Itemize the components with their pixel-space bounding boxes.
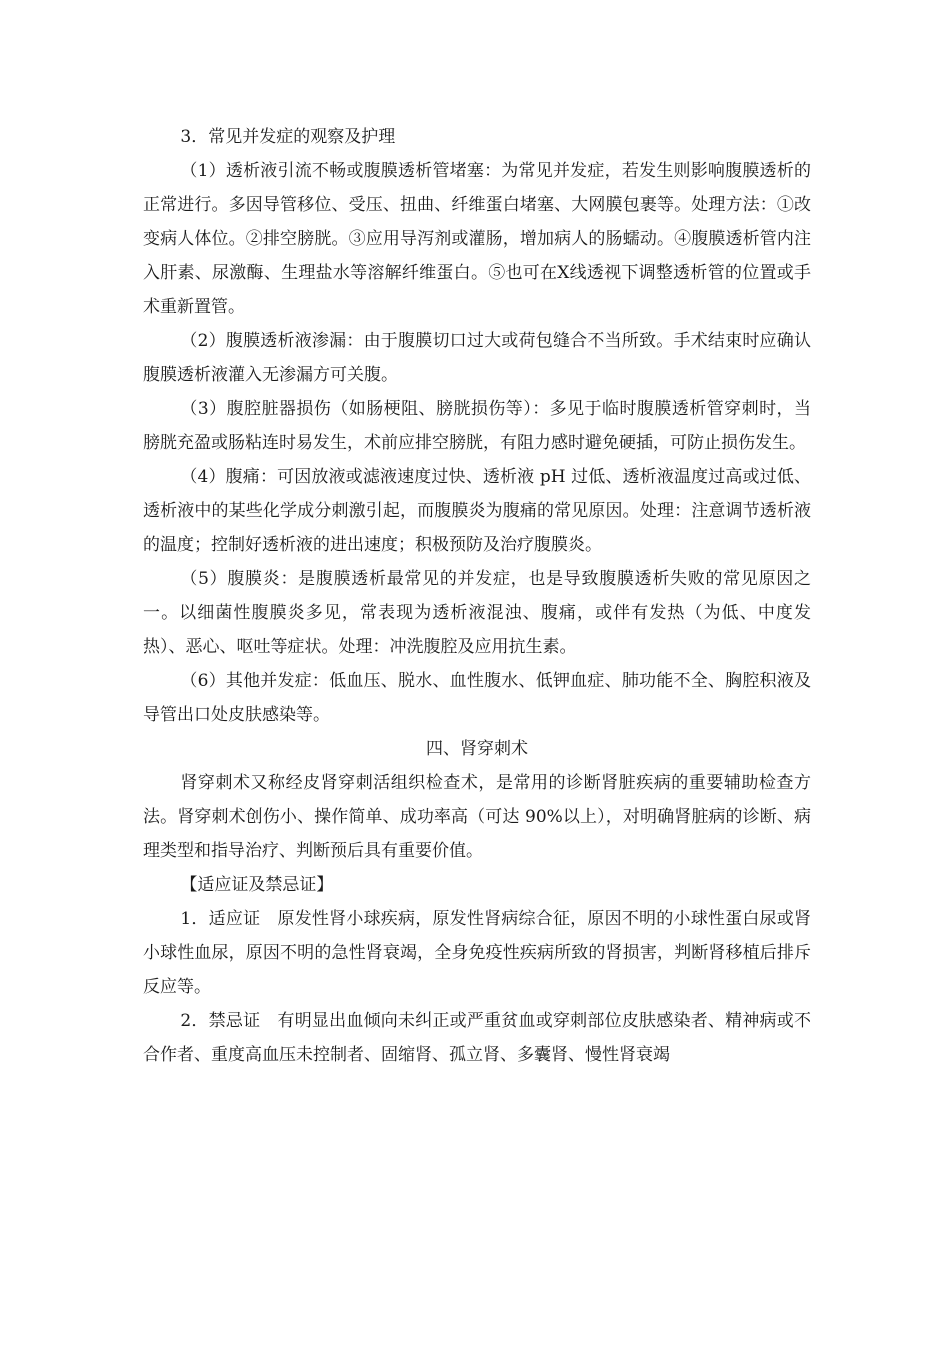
- paragraph-contraindications: 2．禁忌证 有明显出血倾向未纠正或严重贫血或穿刺部位皮肤感染者、精神病或不合作者、重度高血压未控制者、固缩肾、孤立肾、多囊肾、慢性肾衰竭: [143, 1011, 811, 1065]
- section-heading-complications: 3．常见并发症的观察及护理: [180, 127, 396, 147]
- document-page: [143, 120, 811, 1072]
- paragraph-other-complications: （6）其他并发症：低血压、脱水、血性腹水、低钾血症、肺功能不全、胸腔积液及导管出口处皮肤感染等。: [143, 671, 811, 725]
- paragraph-abdominal-pain: （4）腹痛：可因放液或滤液速度过快、透析液 pH 过低、透析液温度过高或过低、透析液中的某些化学成分刺激引起，而腹膜炎为腹痛的常见原因。处理：注意调节透析液的温度；控制好透析液的进出速度；积极预防及治疗腹膜炎。: [143, 467, 811, 555]
- paragraph-drainage-obstruction: （1）透析液引流不畅或腹膜透析管堵塞：为常见并发症，若发生则影响腹膜透析的正常进行。多因导管移位、受压、扭曲、纤维蛋白堵塞、大网膜包裹等。处理方法：①改变病人体位。②排空膀胱。③应用导泻剂或灌肠，增加病人的肠蠕动。④腹膜透析管内注入肝素、尿激酶、生理盐水等溶解纤维蛋白。⑤也可在X线透视下调整透析管的位置或手术重新置管。: [143, 161, 811, 317]
- section-heading-renal-biopsy: 四、肾穿刺术: [426, 739, 528, 759]
- paragraph-indications: 1．适应证 原发性肾小球疾病，原发性肾病综合征，原因不明的小球性蛋白尿或肾小球性血尿，原因不明的急性肾衰竭，全身免疫性疾病所致的肾损害，判断肾移植后排斥反应等。: [143, 909, 811, 997]
- paragraph-renal-biopsy-intro: 肾穿刺术又称经皮肾穿刺活组织检查术，是常用的诊断肾脏疾病的重要辅助检查方法。肾穿刺术创伤小、操作简单、成功率高（可达 90%以上），对明确肾脏病的诊断、病理类型和指导治疗、判断预后具有重要价值。: [143, 773, 811, 861]
- subheading-indications-contraindications: 【适应证及禁忌证】: [180, 875, 334, 895]
- paragraph-leakage: （2）腹膜透析液渗漏：由于腹膜切口过大或荷包缝合不当所致。手术结束时应确认腹膜透析液灌入无渗漏方可关腹。: [143, 331, 811, 385]
- paragraph-peritonitis: （5）腹膜炎：是腹膜透析最常见的并发症，也是导致腹膜透析失败的常见原因之一。以细菌性腹膜炎多见，常表现为透析液混浊、腹痛，或伴有发热（为低、中度发热）、恶心、呕吐等症状。处理：冲洗腹腔及应用抗生素。: [143, 569, 811, 657]
- paragraph-organ-injury: （3）腹腔脏器损伤（如肠梗阻、膀胱损伤等）：多见于临时腹膜透析管穿刺时，当膀胱充盈或肠粘连时易发生，术前应排空膀胱，有阻力感时避免硬插，可防止损伤发生。: [143, 399, 811, 453]
